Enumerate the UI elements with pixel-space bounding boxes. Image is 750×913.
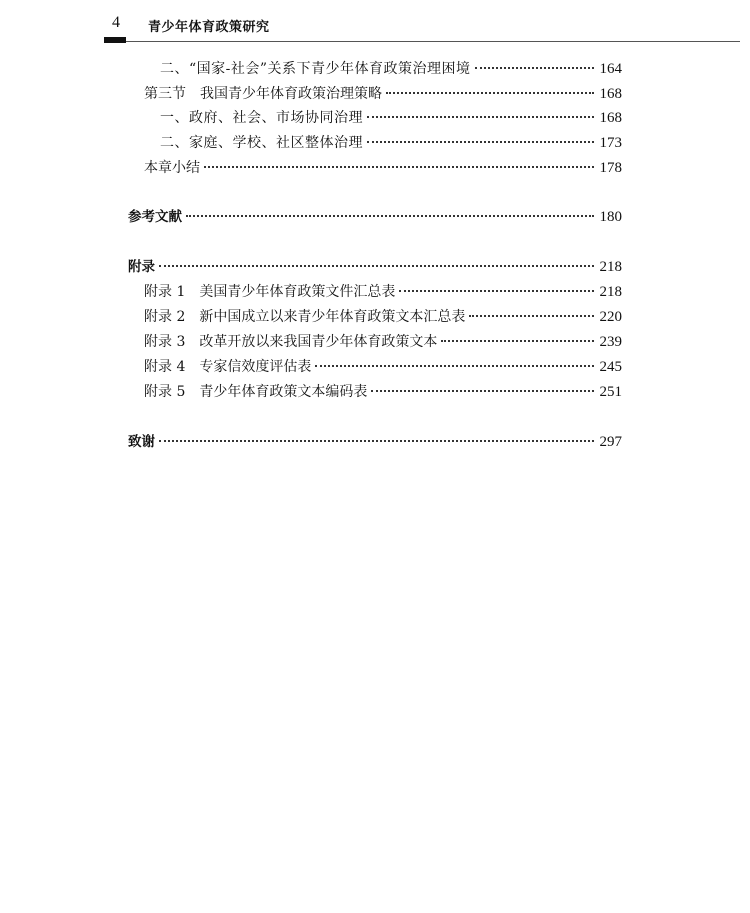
toc-entry (128, 433, 622, 451)
toc-entry (144, 383, 622, 401)
toc-entry-label: 附录 3 改革开放以来我国青少年体育政策文本 (144, 334, 438, 350)
toc-entry-label: 一、政府、社会、市场协同治理 (160, 110, 363, 126)
toc-entry (144, 358, 622, 376)
toc-entry-page: 178 (599, 160, 622, 176)
toc-entry-page: 220 (599, 309, 622, 325)
header-rule-thick (104, 37, 126, 43)
toc-entry-label: 二、家庭、学校、社区整体治理 (160, 135, 363, 151)
toc-entry-label: 附录 2 新中国成立以来青少年体育政策文本汇总表 (144, 309, 466, 325)
running-header (104, 12, 740, 40)
dot-leader (441, 340, 593, 342)
toc-entry-page: 168 (599, 110, 622, 126)
dot-leader (204, 166, 594, 168)
dot-leader (367, 141, 594, 143)
header-page-number: 4 (112, 14, 120, 31)
dot-leader (469, 315, 593, 317)
toc-entry-page: 173 (599, 135, 622, 151)
header-rule-thin (126, 41, 740, 42)
dot-leader (159, 265, 594, 267)
toc-entry-label: 附录 (128, 259, 155, 275)
toc-entry-page: 218 (599, 284, 622, 300)
dot-leader (367, 116, 594, 118)
toc-entry (160, 109, 622, 127)
toc-entry (128, 208, 622, 226)
toc-entry (144, 308, 622, 326)
toc-entry-label: 附录 1 美国青少年体育政策文件汇总表 (144, 284, 396, 300)
dot-leader (475, 67, 594, 69)
toc-entry-label: 本章小结 (144, 160, 200, 176)
toc-entry (144, 333, 622, 351)
toc-entry (128, 258, 622, 276)
toc-entry (160, 134, 622, 152)
toc-entry-page: 239 (599, 334, 622, 350)
dot-leader (371, 390, 593, 392)
header-book-title: 青少年体育政策研究 (148, 20, 270, 35)
toc-entry-page: 168 (599, 86, 622, 102)
toc-entry-label: 致谢 (128, 434, 155, 450)
toc-entry (144, 85, 622, 103)
dot-leader (315, 365, 593, 367)
toc-entry-label: 附录 5 青少年体育政策文本编码表 (144, 384, 368, 400)
toc-entry (160, 60, 622, 78)
toc-entry-label: 参考文献 (128, 209, 182, 225)
toc-entry-page: 180 (599, 209, 622, 225)
toc-entry-page: 297 (599, 434, 622, 450)
dot-leader (386, 92, 594, 94)
dot-leader (399, 290, 593, 292)
toc-entry-label: 附录 4 专家信效度评估表 (144, 359, 312, 375)
toc-entry (144, 283, 622, 301)
toc-entry-page: 218 (599, 259, 622, 275)
toc-entry-page: 245 (599, 359, 622, 375)
toc-entry-page: 164 (599, 61, 622, 77)
toc-entry (144, 159, 622, 177)
toc-entry-label: 第三节 我国青少年体育政策治理策略 (144, 86, 382, 102)
dot-leader (159, 440, 594, 442)
toc-entry-label: 二、“国家-社会”关系下青少年体育政策治理困境 (160, 61, 471, 77)
toc-entry-page: 251 (599, 384, 622, 400)
dot-leader (186, 215, 594, 217)
